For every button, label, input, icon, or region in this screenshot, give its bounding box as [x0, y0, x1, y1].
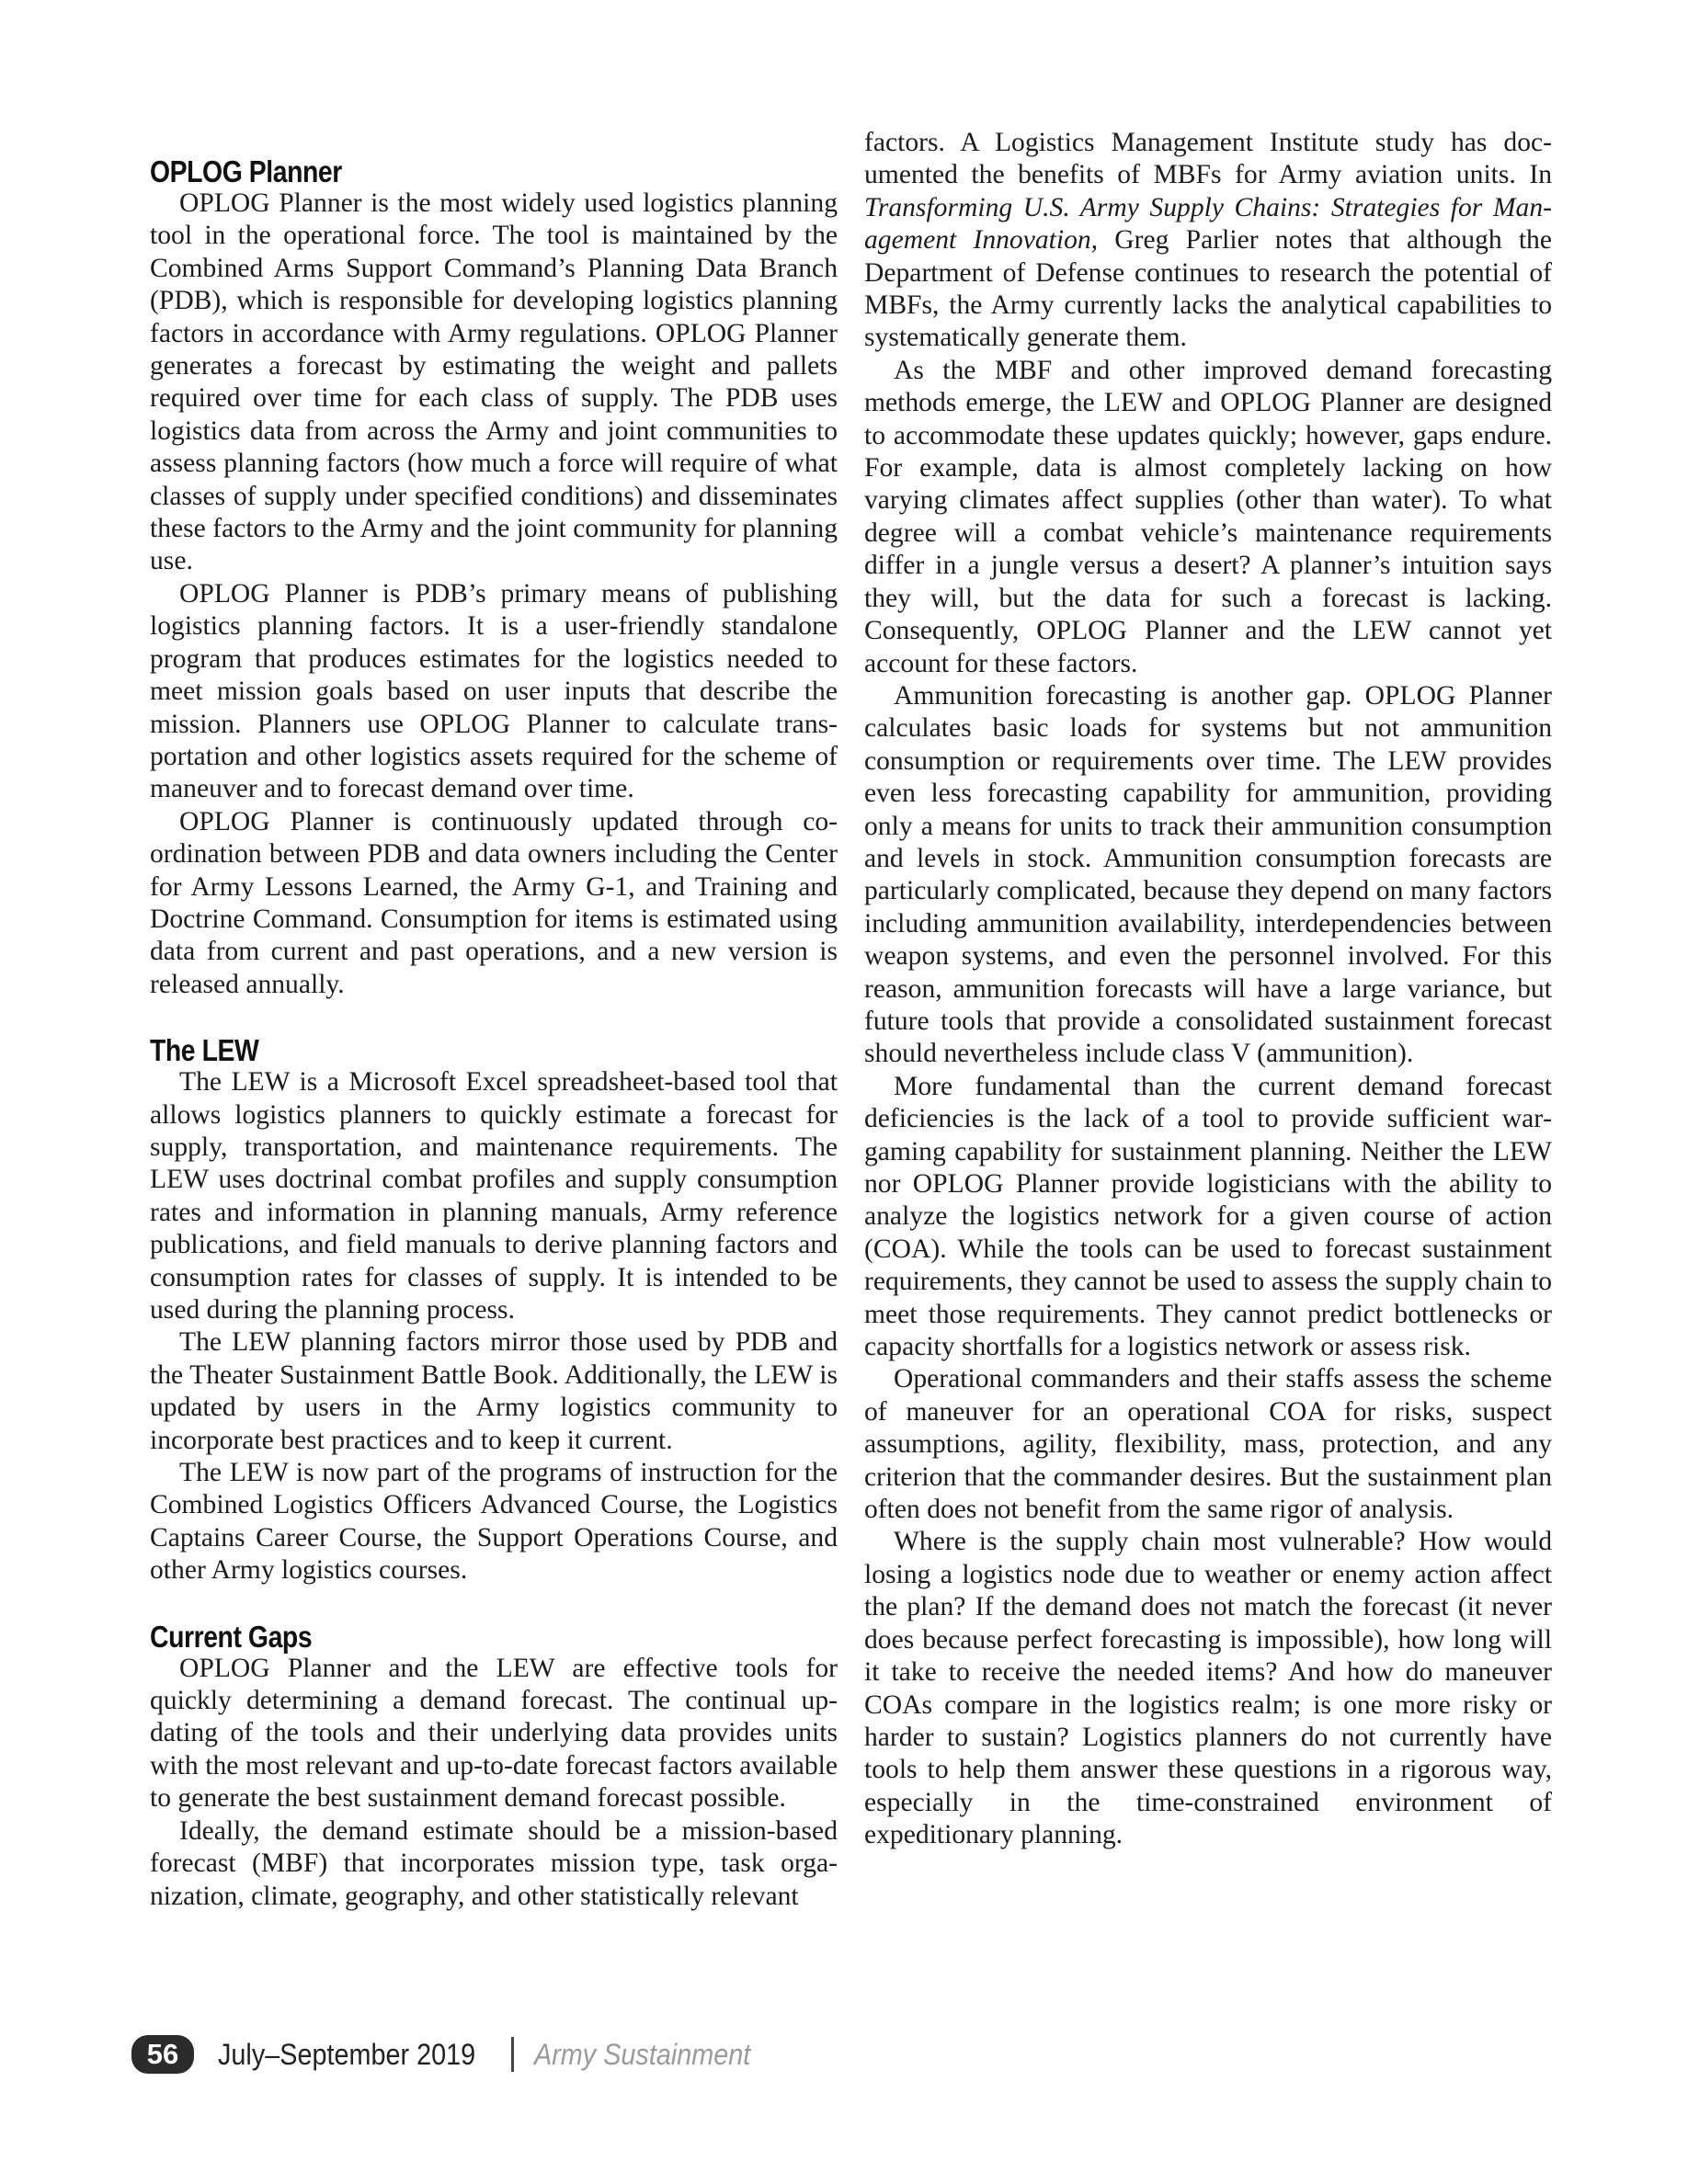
section-heading-oplog-planner: OPLOG Planner: [150, 154, 342, 188]
body-paragraph: Operational commanders and their staffs assess the scheme of maneuver for an operational COA for risks, suspect assumptions, agility, flexibility, mass, protection, and any criterion that the commander desires. But the sustainment plan often does not benefit from the same rigor of analysis.: [864, 1364, 1552, 1525]
body-paragraph: The LEW is a Microsoft Excel spreadsheet-based tool that allows logistics planners to quickly estimate a forecast for supply, transportation, and maintenance requirements. The LEW uses doctrinal combat profiles and supply consumption rates and information in planning manuals, Army reference publications, and field manuals to derive planning factors and consumption rates for classes of supply. It is intended to be used during the planning process.: [150, 1067, 838, 1325]
right-column: [864, 127, 1552, 1852]
body-paragraph: Ammunition forecasting is another gap. OPLOG Planner calculates basic loads for systems but not ammunition consumption or requirements over time. The LEW provides even less forecasting capability for ammunition, providing only a means for units to track their ammunition consumption and levels in stock. Ammunition consumption forecasts are particularly complicated, because they depend on many factors including ammunition availability, interdependencies between weapon systems, and even the personnel involved. For this reason, ammunition forecasts will have a large variance, but future tools that provide a consolidated sustainment forecast should nevertheless include class V (ammunition).: [864, 680, 1552, 1069]
body-paragraph: OPLOG Planner and the LEW are effective tools for quickly determining a demand forecast. The continual updating of the tools and their underlying data provides units with the most relevant and up-to-date forecast factors available to generate the best sustainment demand forecast possible.: [150, 1653, 838, 1814]
book-title: Transforming U.S. Army Supply Chains: Strategies for Management Innovation,: [864, 192, 1552, 256]
body-paragraph: OPLOG Planner is PDB’s primary means of publishing logistics planning factors. It is a user-friendly standalone program that produces estimates for the logistics needed to meet mission goals based on user inputs that describe the mission. Planners use OPLOG Planner to calculate transportation and other logistics assets required for the scheme of maneuver and to forecast demand over time.: [150, 578, 838, 804]
issue-date: July–September 2019: [218, 2037, 476, 2071]
section-heading-current-gaps: Current Gaps: [150, 1619, 313, 1654]
page-footer: [131, 2034, 775, 2075]
section-heading-the-lew: The LEW: [150, 1033, 259, 1068]
body-paragraph-continued: [864, 127, 1552, 355]
publication-name: Army Sustainment: [534, 2037, 751, 2071]
body-paragraph: Ideally, the demand estimate should be a mission-based forecast (MBF) that incorporates mission type, task organization, climate, geography, and other statistically relevant: [150, 1815, 838, 1911]
body-paragraph: More fundamental than the current demand forecast deficiencies is the lack of a tool to provide sufficient wargaming capability for sustainment planning. Neither the LEW nor OPLOG Planner provide logisticians with the ability to analyze the logistics network for a given course of action (COA). While the tools can be used to forecast sustainment requirements, they cannot be used to assess the supply chain to meet those requirements. They cannot predict bottlenecks or capacity shortfalls for a logistics network or assess risk.: [864, 1071, 1552, 1362]
body-paragraph: OPLOG Planner is continuously updated through coordination between PDB and data owners including the Center for Army Lessons Learned, the Army G-1, and Training and Doctrine Command. Consumption for items is estimated using data from current and past operations, and a new version is released annually.: [150, 806, 838, 999]
paragraph-text: Greg Parlier notes that although the Department of Defense continues to research the potential of MBFs, the Army currently lacks the analytical capabilities to systematically generate them.: [864, 225, 1552, 353]
left-column: [150, 154, 838, 1913]
footer-divider: [511, 2037, 514, 2072]
body-paragraph: As the MBF and other improved demand forecasting methods emerge, the LEW and OPLOG Planner are designed to accommodate these updates quickly; however, gaps endure. For example, data is almost completely lacking on how varying climates affect supplies (other than water). To what degree will a combat vehicle’s maintenance requirements differ in a jungle versus a desert? A planner’s intuition says they will, but the data for such a forecast is lacking. Consequently, OPLOG Planner and the LEW cannot yet account for these factors.: [864, 355, 1552, 678]
body-paragraph: The LEW planning factors mirror those used by PDB and the Theater Sustainment Battle Book. Additionally, the LEW is updated by users in the Army logistics community to incorporate best practices and to keep it current.: [150, 1327, 838, 1455]
body-paragraph: The LEW is now part of the programs of instruction for the Combined Logistics Officers Advanced Course, the Logistics Captains Career Course, the Support Operations Course, and other Army logistics courses.: [150, 1458, 838, 1586]
paragraph-text: factors. A Logistics Management Institute study has documented the benefits of MBFs for Army aviation units. In: [864, 128, 1552, 190]
page-number-badge: 56: [131, 2035, 194, 2074]
body-paragraph: Where is the supply chain most vulnerable? How would losing a logistics node due to weather or enemy action affect the plan? If the demand does not match the forecast (it never does because perfect forecasting is impossible), how long will it take to receive the needed items? And how do maneuver COAs compare in the logistics realm; is one more risky or harder to sustain? Logistics planners do not currently have tools to help them answer these questions in a rigorous way, especially in the time-constrained environment of expeditionary planning.: [864, 1527, 1552, 1850]
body-paragraph: OPLOG Planner is the most widely used logistics planning tool in the operational force. The tool is maintained by the Combined Arms Support Command’s Planning Data Branch (PDB), which is responsible for developing logistics planning factors in accordance with Army regulations. OPLOG Planner generates a forecast by estimating the weight and pallets required over time for each class of supply. The PDB uses logistics data from across the Army and joint communities to assess planning factors (how much a force will require of what classes of supply under specified conditions) and disseminates these factors to the Army and the joint community for planning use.: [150, 188, 838, 576]
